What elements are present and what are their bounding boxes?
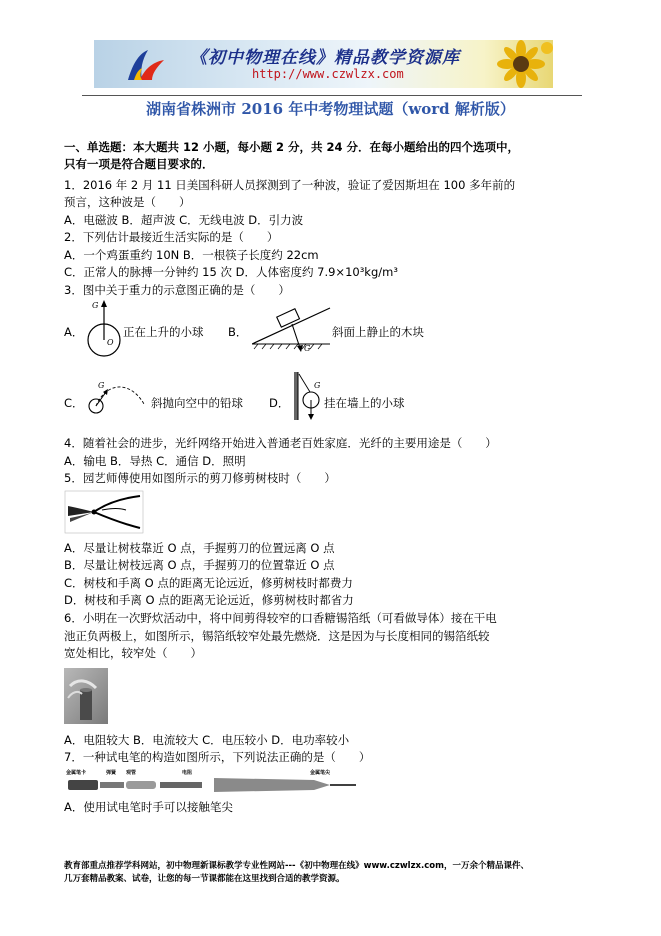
test-pen-figure	[64, 766, 364, 798]
document-title: 湖南省株洲市 2016 年中考物理试题（word 解析版）	[146, 100, 515, 118]
q3-option-b-label: B．	[228, 325, 248, 339]
gravity-label: G	[92, 301, 99, 310]
q3-stem: 3．图中关于重力的示意图正确的是（ ）	[64, 283, 290, 297]
incline-block-figure	[252, 304, 332, 356]
q6-stem-cont: 池正负两极上，如图所示，锡箔纸较窄处最先燃烧．这是因为与长度相同的锡箔纸较	[64, 629, 490, 643]
banner-url: http://www.czwlzx.com	[252, 67, 404, 81]
q4-stem: 4．随着社会的进步，光纤网络开始进入普通老百姓家庭．光纤的主要用途是（ ）	[64, 436, 497, 450]
q1-stem-cont: 预言，这种波是（ ）	[64, 195, 191, 209]
gravity-label: G	[304, 344, 311, 353]
q5-option-d: D．树枝和手离 O 点的距离无论远近，修剪树枝时都省力	[64, 593, 354, 607]
q4-options: A．输电 B．导热 C．通信 D．照明	[64, 454, 246, 468]
footer-line: 教育部重点推荐学科网站，初中物理新课标教学专业性网站---《初中物理在线》www.czwlzx.com，一万余个精品课件、	[64, 861, 529, 871]
pen-tip-label: 金属笔尖	[310, 770, 331, 776]
q5-option-c: C．树枝和手离 O 点的距离无论远近，修剪树枝时都费力	[64, 576, 353, 590]
rising-ball-figure	[84, 298, 126, 360]
footer-line: 几万套精品教案、试卷，让您的每一节课都能在这里找到合适的教学资源。	[64, 874, 345, 884]
q3-option-a-label: A．	[64, 325, 84, 339]
neon-tube-label: 观管	[126, 770, 137, 776]
q6-stem: 6．小明在一次野炊活动中，将中间剪得较窄的口香糖锡箔纸（可看做导体）接在干电	[64, 611, 497, 625]
garden-shears-figure	[64, 490, 144, 534]
resistor-label: 电阻	[182, 770, 193, 776]
q5-option-a: A．尽量让树枝靠近 O 点，手握剪刀的位置远离 O 点	[64, 541, 335, 555]
q2-options-cont: C．正常人的脉搏一分钟约 15 次 D．人体密度约 7.9×10³kg/m³	[64, 265, 398, 279]
q1-stem: 1．2016 年 2 月 11 日美国科研人员探测到了一种波，验证了爱因斯坦在 100 多年前的	[64, 178, 516, 192]
pen-clip-label: 金属笔卡	[66, 770, 87, 776]
battery-foil-photo	[64, 668, 108, 724]
q3-option-b-text: 斜面上静止的木块	[332, 325, 424, 339]
q2-options: A．一个鸡蛋重约 10N B．一根筷子长度约 22cm	[64, 248, 319, 262]
q1-options: A．电磁波 B．超声波 C．无线电波 D．引力波	[64, 213, 304, 227]
section-heading: 一、单选题：本大题共 12 小题，每小题 2 分，共 24 分．在每小题给出的四个选项中，	[64, 140, 520, 154]
gravity-label: G	[98, 381, 105, 390]
header-rule	[82, 95, 582, 96]
hanging-ball-figure	[290, 370, 324, 422]
q6-options: A．电阻较大 B．电流较大 C．电压较小 D．电功率较小	[64, 733, 350, 747]
banner-title: 《初中物理在线》精品教学资源库	[190, 48, 460, 68]
q3-option-d-text: 挂在墙上的小球	[324, 396, 405, 410]
sunflower-icon	[483, 40, 553, 88]
q3-option-c-label: C．	[64, 396, 84, 410]
q7-option-a: A．使用试电笔时手可以接触笔尖	[64, 800, 233, 814]
q3-option-d-label: D．	[269, 396, 290, 410]
shot-put-figure	[84, 378, 148, 420]
spring-label: 弹簧	[106, 770, 117, 776]
center-label: O	[107, 338, 114, 347]
q3-option-a-text: 正在上升的小球	[123, 325, 204, 339]
header-banner	[94, 40, 553, 88]
section-heading-cont: 只有一项是符合题目要求的．	[64, 157, 214, 171]
site-logo-icon	[124, 46, 168, 84]
q7-stem: 7．一种试电笔的构造如图所示，下列说法正确的是（ ）	[64, 750, 371, 764]
q3-option-c-text: 斜抛向空中的铅球	[151, 396, 243, 410]
q5-option-b: B．尽量让树枝远离 O 点，手握剪刀的位置靠近 O 点	[64, 558, 335, 572]
q5-stem: 5．园艺师傅使用如图所示的剪刀修剪树枝时（ ）	[64, 471, 336, 485]
q6-stem-cont-2: 宽处相比，较窄处（ ）	[64, 646, 202, 660]
page-footer	[64, 860, 604, 886]
q2-stem: 2．下列估计最接近生活实际的是（ ）	[64, 230, 279, 244]
gravity-label: G	[314, 381, 321, 390]
